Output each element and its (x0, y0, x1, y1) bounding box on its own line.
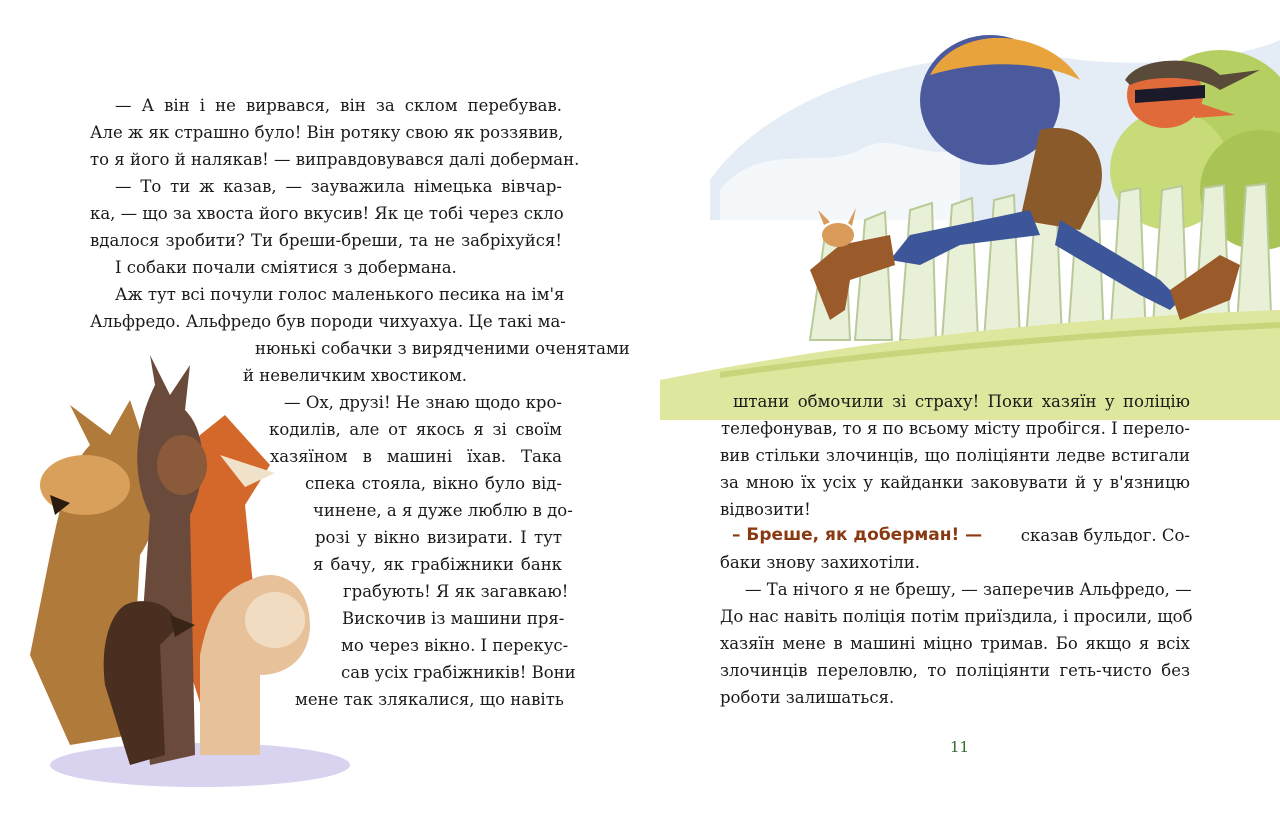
text-line: Альфредо. Альфредо був породи чихуахуа. Це такі ма- (90, 312, 566, 331)
text-line: нюнькі собачки з вирядченими оченятами (255, 339, 630, 358)
page-number: 11 (950, 738, 970, 756)
text-line: за мною їх усіх у кайданки заковувати й у в'язницю (720, 473, 1190, 492)
text-line: сказав бульдог. Со- (1020, 526, 1190, 545)
text-line: відвозити! (720, 500, 811, 519)
text-line: спека стояла, вікно було від- (305, 474, 562, 493)
text-line: кодилів, але от якось я зі своїм (269, 420, 562, 439)
text-line: — А він і не вирвався, він за склом перебував. (115, 96, 562, 115)
text-line: До нас навіть поліція потім приїздила, і просили, щоб (720, 607, 1193, 626)
text-line: хазяїном в машині їхав. Така (270, 447, 562, 466)
text-line: баки знову захихотіли. (720, 553, 921, 572)
text-line: — Ох, друзі! Не знаю щодо кро- (284, 393, 562, 412)
text-line: й невеличким хвостиком. (243, 366, 468, 385)
text-line: ка, — що за хвоста його вкусив! Як це тобі через скло (90, 204, 564, 223)
text-line: чинене, а я дуже люблю в до- (313, 501, 573, 520)
text-line: злочинців переловлю, то поліціянти геть-чисто без (720, 661, 1190, 680)
text-line: грабують! Я як загавкаю! (343, 582, 569, 601)
text-line: то я його й налякав! — виправдовувався далі доберман. (90, 150, 580, 169)
text-line: Вискочив із машини пря- (342, 609, 565, 628)
text-line: вив стільки злочинців, що поліціянти ледве встигали (720, 446, 1190, 465)
text-line: хазяїн мене в машині міцно тримав. Бо якщо я всіх (720, 634, 1190, 653)
text-line: роботи залишаться. (720, 688, 895, 707)
text-line: вдалося зробити? Ти бреши-бреши, та не забріхуйся! (90, 231, 562, 250)
text-line: Аж тут всі почули голос маленького песика на ім'я (115, 285, 565, 304)
text-line: розі у вікно визирати. І тут (315, 528, 562, 547)
text-line: мене так злякалися, що навіть (295, 690, 564, 709)
text-line: І собаки почали сміятися з добермана. (115, 258, 457, 277)
text-line: штани обмочили зі страху! Поки хазяїн у поліцію (733, 392, 1190, 411)
text-line: мо через вікно. І перекус- (341, 636, 569, 655)
text-line: я бачу, як грабіжники банк (313, 555, 562, 574)
highlight-quote: – Бреше, як доберман! — (732, 525, 983, 545)
text-line: Але ж як страшно було! Він ротяку свою як роззявив, (90, 123, 564, 142)
text-line: сав усіх грабіжників! Вони (341, 663, 576, 682)
highlight-line (732, 522, 1190, 549)
text-line: — То ти ж казав, — зауважила німецька вівчар- (115, 177, 562, 196)
thief-illustration (660, 20, 1280, 420)
text-line: телефонував, то я по всьому місту пробігся. І перело- (721, 419, 1190, 438)
text-line: — Та нічого я не брешу, — заперечив Альфредо, — (745, 580, 1192, 599)
